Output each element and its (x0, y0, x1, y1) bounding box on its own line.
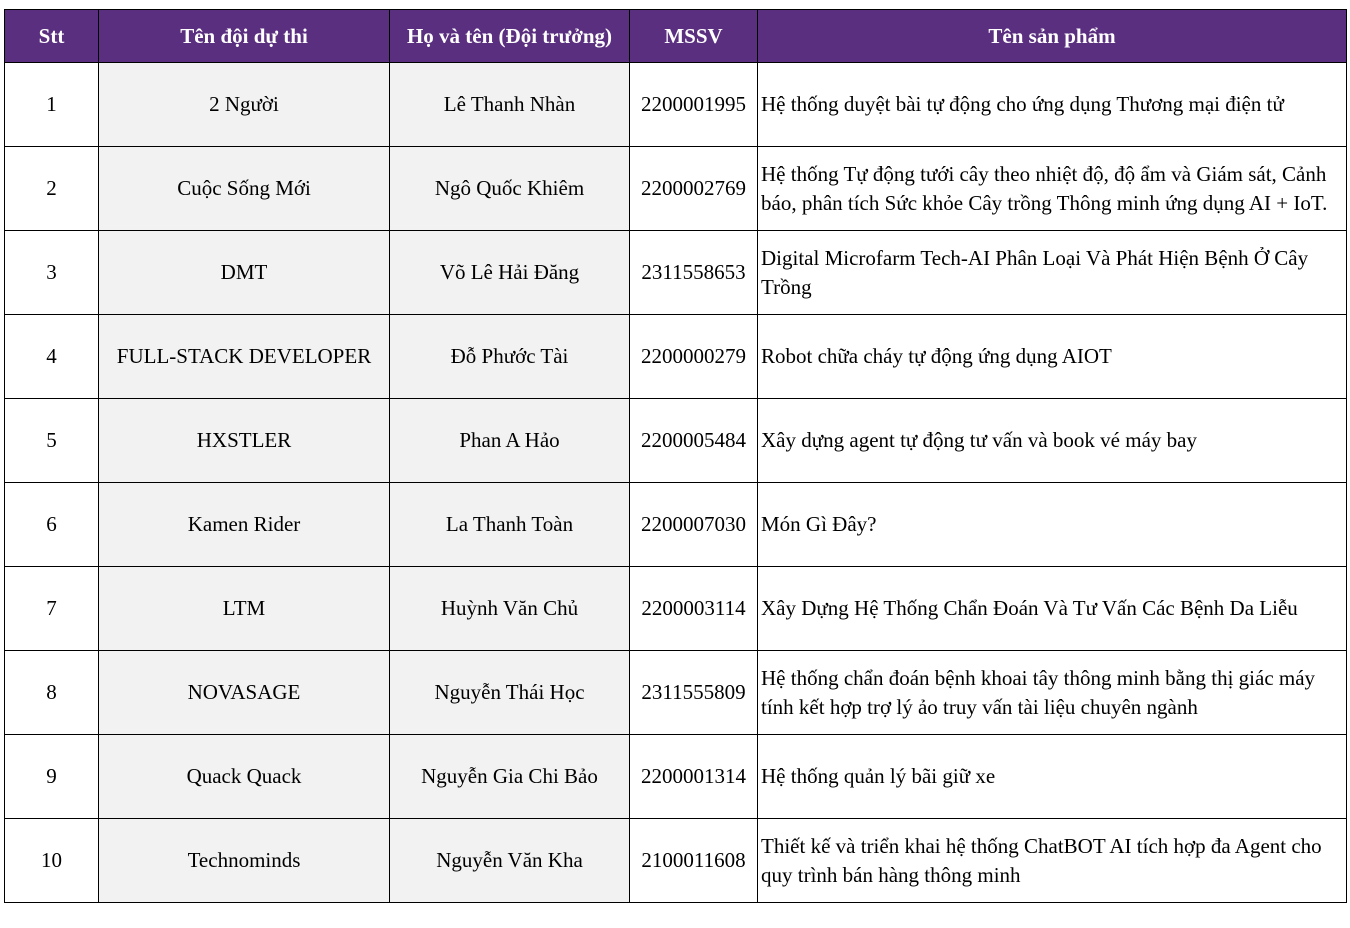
cell-leader-name: Phan A Hảo (390, 399, 630, 483)
cell-team-name: NOVASAGE (99, 651, 390, 735)
table-row (5, 315, 1347, 399)
table-row (5, 651, 1347, 735)
cell-stt: 9 (5, 735, 99, 819)
cell-product-name: Digital Microfarm Tech-AI Phân Loại Và Phát Hiện Bệnh Ở Cây Trồng (758, 231, 1347, 315)
cell-leader-name: Huỳnh Văn Chủ (390, 567, 630, 651)
cell-leader-name: Võ Lê Hải Đăng (390, 231, 630, 315)
cell-leader-name: Đỗ Phước Tài (390, 315, 630, 399)
header-product-name: Tên sản phẩm (758, 10, 1347, 63)
cell-leader-name: La Thanh Toàn (390, 483, 630, 567)
cell-team-name: HXSTLER (99, 399, 390, 483)
cell-mssv: 2200000279 (630, 315, 758, 399)
cell-team-name: DMT (99, 231, 390, 315)
cell-team-name: Technominds (99, 819, 390, 903)
contest-teams-table (4, 9, 1347, 903)
cell-stt: 8 (5, 651, 99, 735)
cell-stt: 7 (5, 567, 99, 651)
cell-leader-name: Ngô Quốc Khiêm (390, 147, 630, 231)
cell-mssv: 2200007030 (630, 483, 758, 567)
header-stt: Stt (5, 10, 99, 63)
cell-leader-name: Nguyễn Thái Học (390, 651, 630, 735)
cell-leader-name: Nguyễn Gia Chi Bảo (390, 735, 630, 819)
cell-leader-name: Nguyễn Văn Kha (390, 819, 630, 903)
cell-stt: 10 (5, 819, 99, 903)
header-leader-name: Họ và tên (Đội trưởng) (390, 10, 630, 63)
table-header (5, 10, 1347, 63)
table-row (5, 567, 1347, 651)
cell-stt: 4 (5, 315, 99, 399)
table-row (5, 63, 1347, 147)
cell-mssv: 2200002769 (630, 147, 758, 231)
cell-product-name: Hệ thống chẩn đoán bệnh khoai tây thông minh bằng thị giác máy tính kết hợp trợ lý ảo truy vấn tài liệu chuyên ngành (758, 651, 1347, 735)
cell-stt: 3 (5, 231, 99, 315)
cell-team-name: 2 Người (99, 63, 390, 147)
cell-product-name: Xây Dựng Hệ Thống Chẩn Đoán Và Tư Vấn Các Bệnh Da Liễu (758, 567, 1347, 651)
table-row (5, 483, 1347, 567)
cell-stt: 1 (5, 63, 99, 147)
cell-product-name: Robot chữa cháy tự động ứng dụng AIOT (758, 315, 1347, 399)
cell-stt: 5 (5, 399, 99, 483)
cell-product-name: Hệ thống duyệt bài tự động cho ứng dụng Thương mại điện tử (758, 63, 1347, 147)
cell-team-name: Quack Quack (99, 735, 390, 819)
table-row (5, 819, 1347, 903)
table-container (4, 9, 1347, 903)
cell-stt: 2 (5, 147, 99, 231)
cell-mssv: 2200005484 (630, 399, 758, 483)
cell-team-name: FULL-STACK DEVELOPER (99, 315, 390, 399)
cell-mssv: 2200001314 (630, 735, 758, 819)
cell-mssv: 2200003114 (630, 567, 758, 651)
table-row (5, 735, 1347, 819)
cell-mssv: 2311555809 (630, 651, 758, 735)
table-body (5, 63, 1347, 903)
header-mssv: MSSV (630, 10, 758, 63)
cell-mssv: 2100011608 (630, 819, 758, 903)
cell-team-name: Cuộc Sống Mới (99, 147, 390, 231)
table-row (5, 399, 1347, 483)
table-row (5, 147, 1347, 231)
cell-team-name: LTM (99, 567, 390, 651)
cell-product-name: Thiết kế và triển khai hệ thống ChatBOT AI tích hợp đa Agent cho quy trình bán hàng thông minh (758, 819, 1347, 903)
cell-product-name: Hệ thống quản lý bãi giữ xe (758, 735, 1347, 819)
cell-product-name: Xây dựng agent tự động tư vấn và book vé máy bay (758, 399, 1347, 483)
table-row (5, 231, 1347, 315)
cell-stt: 6 (5, 483, 99, 567)
cell-leader-name: Lê Thanh Nhàn (390, 63, 630, 147)
cell-product-name: Món Gì Đây? (758, 483, 1347, 567)
header-row (5, 10, 1347, 63)
cell-team-name: Kamen Rider (99, 483, 390, 567)
header-team-name: Tên đội dự thi (99, 10, 390, 63)
cell-mssv: 2200001995 (630, 63, 758, 147)
cell-mssv: 2311558653 (630, 231, 758, 315)
cell-product-name: Hệ thống Tự động tưới cây theo nhiệt độ, độ ẩm và Giám sát, Cảnh báo, phân tích Sức khỏe Cây trồng Thông minh ứng dụng AI + IoT. (758, 147, 1347, 231)
